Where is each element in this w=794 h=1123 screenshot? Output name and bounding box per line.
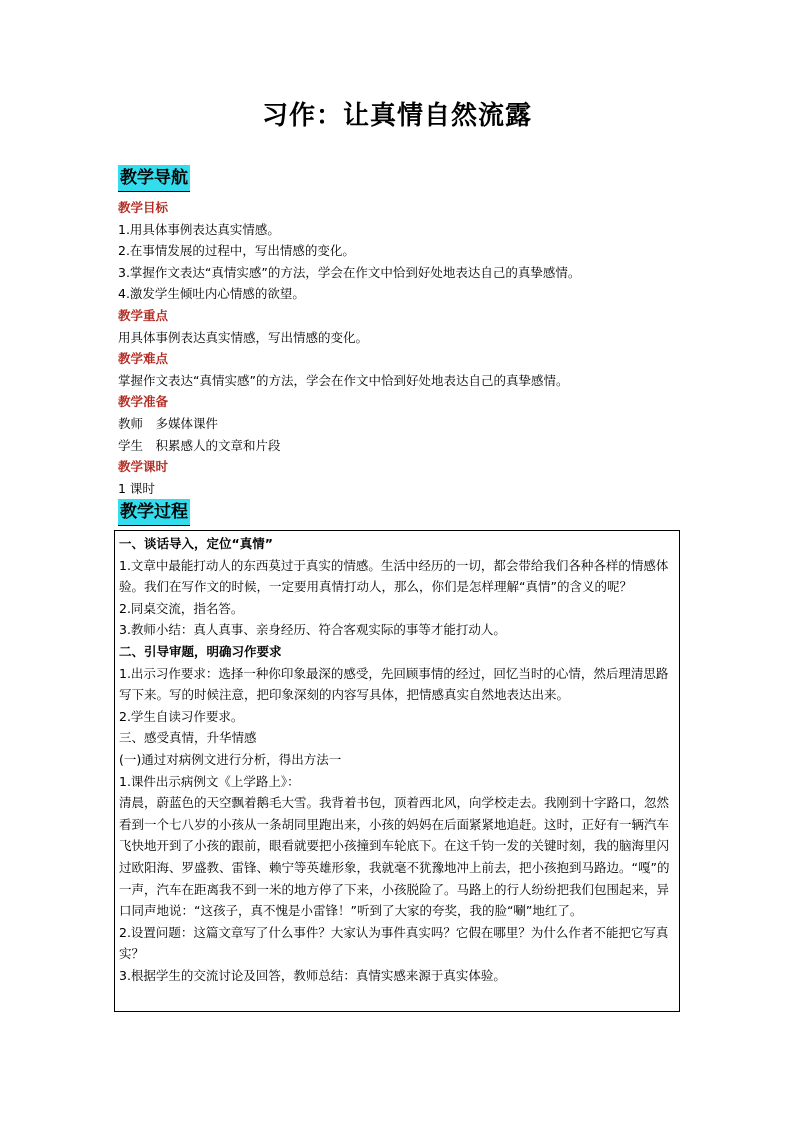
section-tag-teaching-guide: 教学导航 (118, 165, 190, 192)
goal-item: 1.用具体事例表达真实情感。 (118, 221, 280, 237)
goal-item: 3.掌握作文表达“真情实感”的方法，学会在作文中恰到好处地表达自己的真挚感情。 (118, 264, 581, 280)
process-paragraph: 1.课件出示病例文《上学路上》： (119, 773, 300, 789)
preparation-heading: 教学准备 (118, 394, 169, 410)
process-paragraph: 2.同桌交流，指名答。 (119, 600, 244, 616)
teaching-guide-section (118, 197, 688, 499)
process-paragraph: 1.文章中最能打动人的东西莫过于真实的情感。生活中经历的一切，都会带给我们各种各样的情感体验。我们在写作文的时候，一定要用真情打动人，那么，你们是怎样理解“真情”的含义的呢？ (119, 557, 669, 595)
preparation-item: 学生 积累感人的文章和片段 (118, 437, 281, 453)
difficulty-text: 掌握作文表达“真情实感”的方法，学会在作文中恰到好处地表达自己的真挚感情。 (118, 372, 569, 388)
goal-item: 4.激发学生倾吐内心情感的欲望。 (118, 286, 305, 302)
process-paragraph: (一)通过对病例文进行分析，得出方法一 (119, 751, 342, 767)
process-paragraph: 2.设置问题：这篇文章写了什么事件？大家认为事件真实吗？它假在哪里？为什么作者不能把它写真实？ (119, 924, 669, 962)
page-title: 习作：让真情自然流露 (261, 101, 532, 131)
goals-heading: 教学目标 (118, 200, 169, 215)
process-section-heading: 二、引导审题，明确习作要求 (119, 643, 282, 659)
process-paragraph: 1.出示习作要求：选择一种你印象最深的感受，先回顾事情的经过，回忆当时的心情，然后理清思路写下来。写的时候注意，把印象深刻的内容写具体，把情感真实自然地表达出来。 (119, 665, 669, 703)
key-points-text: 用具体事例表达真实情感，写出情感的变化。 (118, 329, 369, 345)
process-paragraph: 清晨，蔚蓝色的天空飘着鹅毛大雪。我背着书包，顶着西北风，向学校走去。我刚到十字路口，忽然看到一个七八岁的小孩从一条胡同里跑出来，小孩的妈妈在后面紧紧地追赶。这时，正好有一辆汽车飞快地开到了小孩的跟前，眼看就要把小孩撞到车轮底下。在这千钧一发的关键时刻，我的脑海里闪过欧阳海、罗盛教、雷锋、赖宁等英雄形象，我就毫不犹豫地冲上前去，把小孩抱到马路边。“嘎”的一声，汽车在距离我不到一米的地方停了下来，小孩脱险了。马路上的行人纷纷把我们包围起来，异口同声地说：“这孩子，真不愧是小雷锋！”听到了大家的夸奖，我的脸“唰”地红了。 (119, 795, 670, 919)
process-paragraph: 3.教师小结：真人真事、亲身经历、符合客观实际的事等才能打动人。 (119, 622, 506, 638)
class-hours-text: 1 课时 (118, 480, 155, 496)
process-paragraph: 三、感受真情，升华情感 (119, 730, 257, 746)
process-paragraph: 3.根据学生的交流讨论及回答，教师总结：真情实感来源于真实体验。 (119, 967, 506, 983)
section-tag-teaching-process: 教学过程 (118, 499, 190, 526)
class-hours-heading: 教学课时 (118, 459, 169, 475)
teaching-process-box (114, 530, 680, 1012)
preparation-item: 教师 多媒体课件 (118, 415, 219, 431)
difficulty-heading: 教学难点 (118, 351, 169, 367)
key-points-heading: 教学重点 (118, 307, 169, 323)
goal-item: 2.在事情发展的过程中，写出情感的变化。 (118, 243, 355, 259)
process-section-heading: 一、谈话导入，定位“真情” (119, 536, 273, 551)
process-paragraph: 2.学生自读习作要求。 (119, 708, 244, 724)
